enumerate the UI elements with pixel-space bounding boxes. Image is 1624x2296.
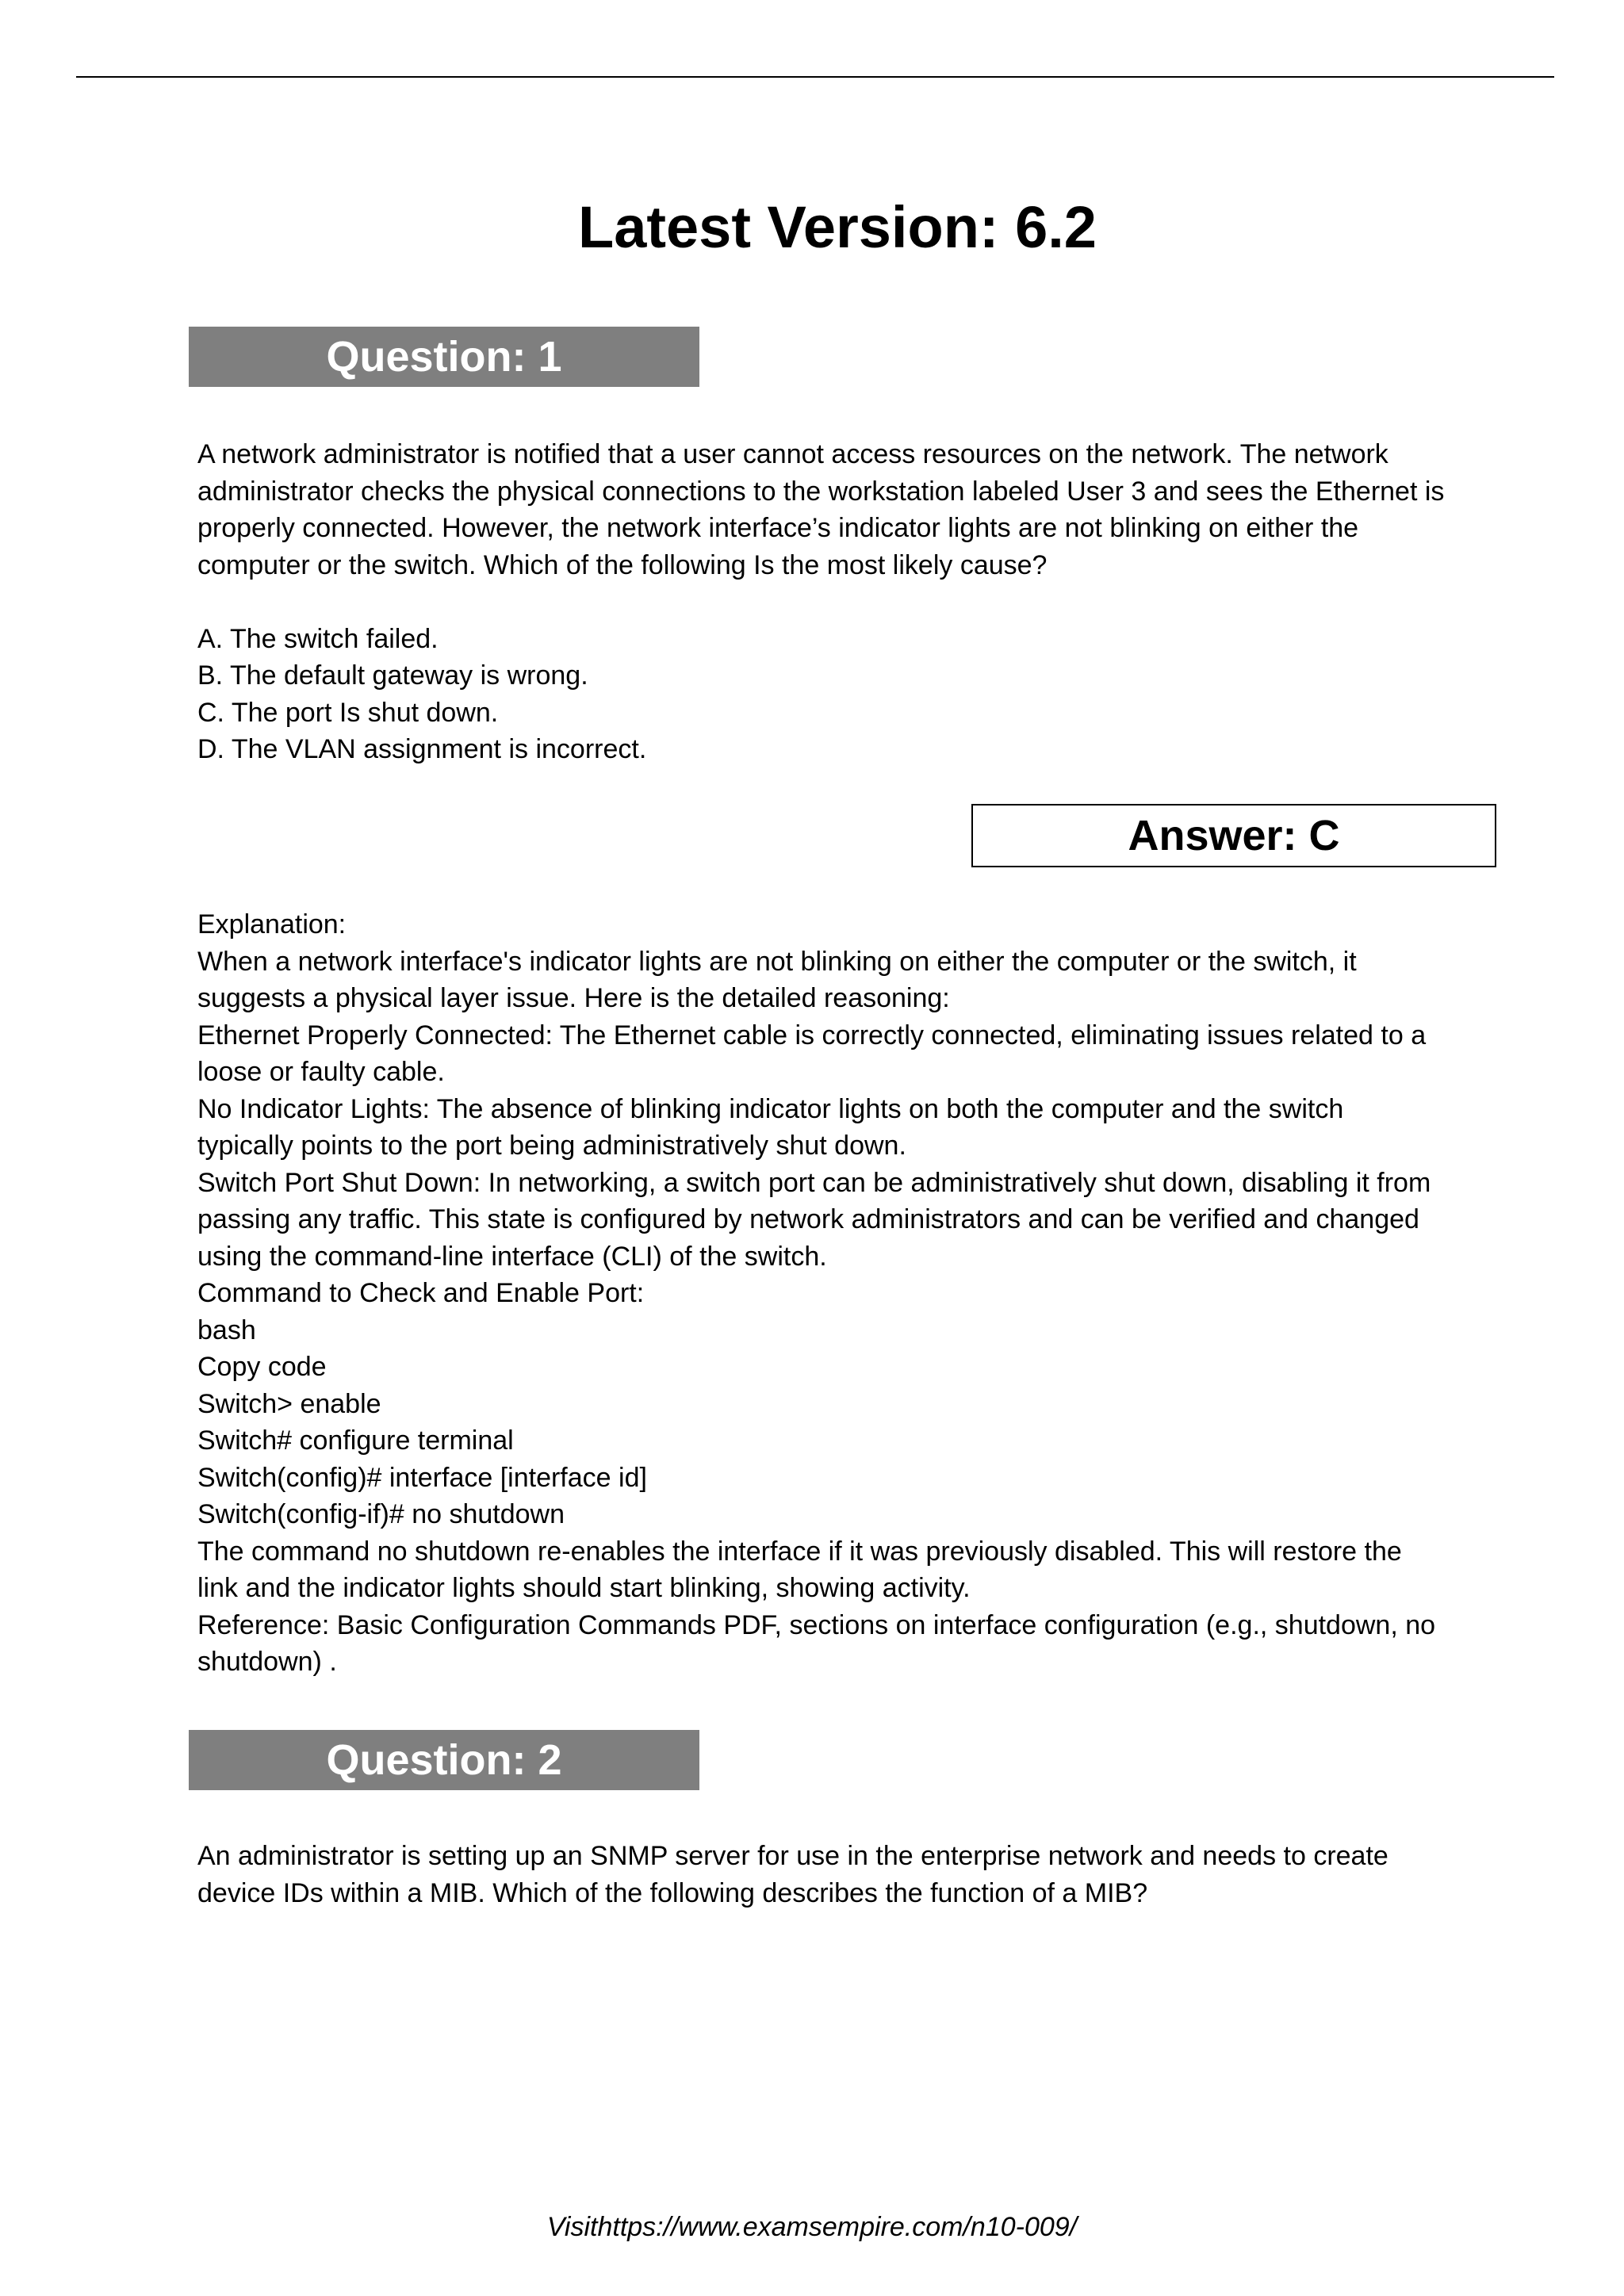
question-2-header: Question: 2 xyxy=(189,1730,699,1790)
explanation-line: loose or faulty cable. xyxy=(197,1057,445,1087)
explanation-line: Switch> enable xyxy=(197,1388,381,1419)
explanation-line: When a network interface's indicator lights are not blinking on either the computer or the switch, it xyxy=(197,946,1357,977)
explanation-line: Switch# configure terminal xyxy=(197,1425,514,1456)
explanation xyxy=(197,906,1498,1681)
explanation-line: Ethernet Properly Connected: The Ethernet cable is correctly connected, eliminating issues related to a xyxy=(197,1020,1427,1050)
explanation-line: The command no shutdown re-enables the interface if it was previously disabled. This will restore the xyxy=(197,1536,1402,1567)
explanation-line: Reference: Basic Configuration Commands PDF, sections on interface configuration (e.g., shutdown, no xyxy=(197,1609,1436,1640)
explanation-line: Switch(config-if)# no shutdown xyxy=(197,1499,565,1529)
explanation-line: No Indicator Lights: The absence of blinking indicator lights on both the computer and the switch xyxy=(197,1093,1344,1124)
explanation-line: typically points to the port being administratively shut down. xyxy=(197,1131,906,1161)
question-1-header: Question: 1 xyxy=(189,327,699,387)
option-c: C. The port Is shut down. xyxy=(197,697,499,728)
question-1-text-line: A network administrator is notified that a user cannot access resources on the network. The network xyxy=(197,439,1388,469)
explanation-line: link and the indicator lights should start blinking, showing activity. xyxy=(197,1573,971,1603)
question-1-text-line: properly connected. However, the network interface’s indicator lights are not blinking on either the xyxy=(197,513,1359,543)
option-d: D. The VLAN assignment is incorrect. xyxy=(197,734,647,764)
explanation-line: Switch(config)# interface [interface id] xyxy=(197,1462,647,1493)
top-rule xyxy=(76,76,1554,78)
explanation-line: shutdown) . xyxy=(197,1647,337,1677)
question-1-body xyxy=(197,436,1498,768)
answer-box: Answer: C xyxy=(971,804,1496,867)
explanation-line: Copy code xyxy=(197,1352,327,1382)
explanation-line: bash xyxy=(197,1314,256,1345)
question-1-text-line: computer or the switch. Which of the following Is the most likely cause? xyxy=(197,549,1048,580)
explanation-line: Switch Port Shut Down: In networking, a switch port can be administratively shut down, disabling it from xyxy=(197,1167,1431,1198)
question-1-text-line: administrator checks the physical connections to the workstation labeled User 3 and sees the Ethernet is xyxy=(197,476,1445,507)
explanation-line: using the command-line interface (CLI) of the switch. xyxy=(197,1241,827,1272)
footer-visit-link[interactable]: Visithttps://www.examsempire.com/n10-009/ xyxy=(546,2212,1078,2242)
question-2-text-line: An administrator is setting up an SNMP server for use in the enterprise network and needs to create xyxy=(197,1841,1388,1871)
explanation-line: Command to Check and Enable Port: xyxy=(197,1278,645,1308)
option-a: A. The switch failed. xyxy=(197,623,439,654)
question-2-body xyxy=(197,1838,1498,1911)
question-2-text-line: device IDs within a MIB. Which of the following describes the function of a MIB? xyxy=(197,1877,1148,1908)
option-b: B. The default gateway is wrong. xyxy=(197,660,588,691)
page-title: Latest Version: 6.2 xyxy=(578,194,1097,260)
explanation-line: suggests a physical layer issue. Here is the detailed reasoning: xyxy=(197,983,950,1013)
explanation-line: passing any traffic. This state is configured by network administrators and can be verified and changed xyxy=(197,1204,1419,1234)
explanation-line: Explanation: xyxy=(197,909,347,939)
